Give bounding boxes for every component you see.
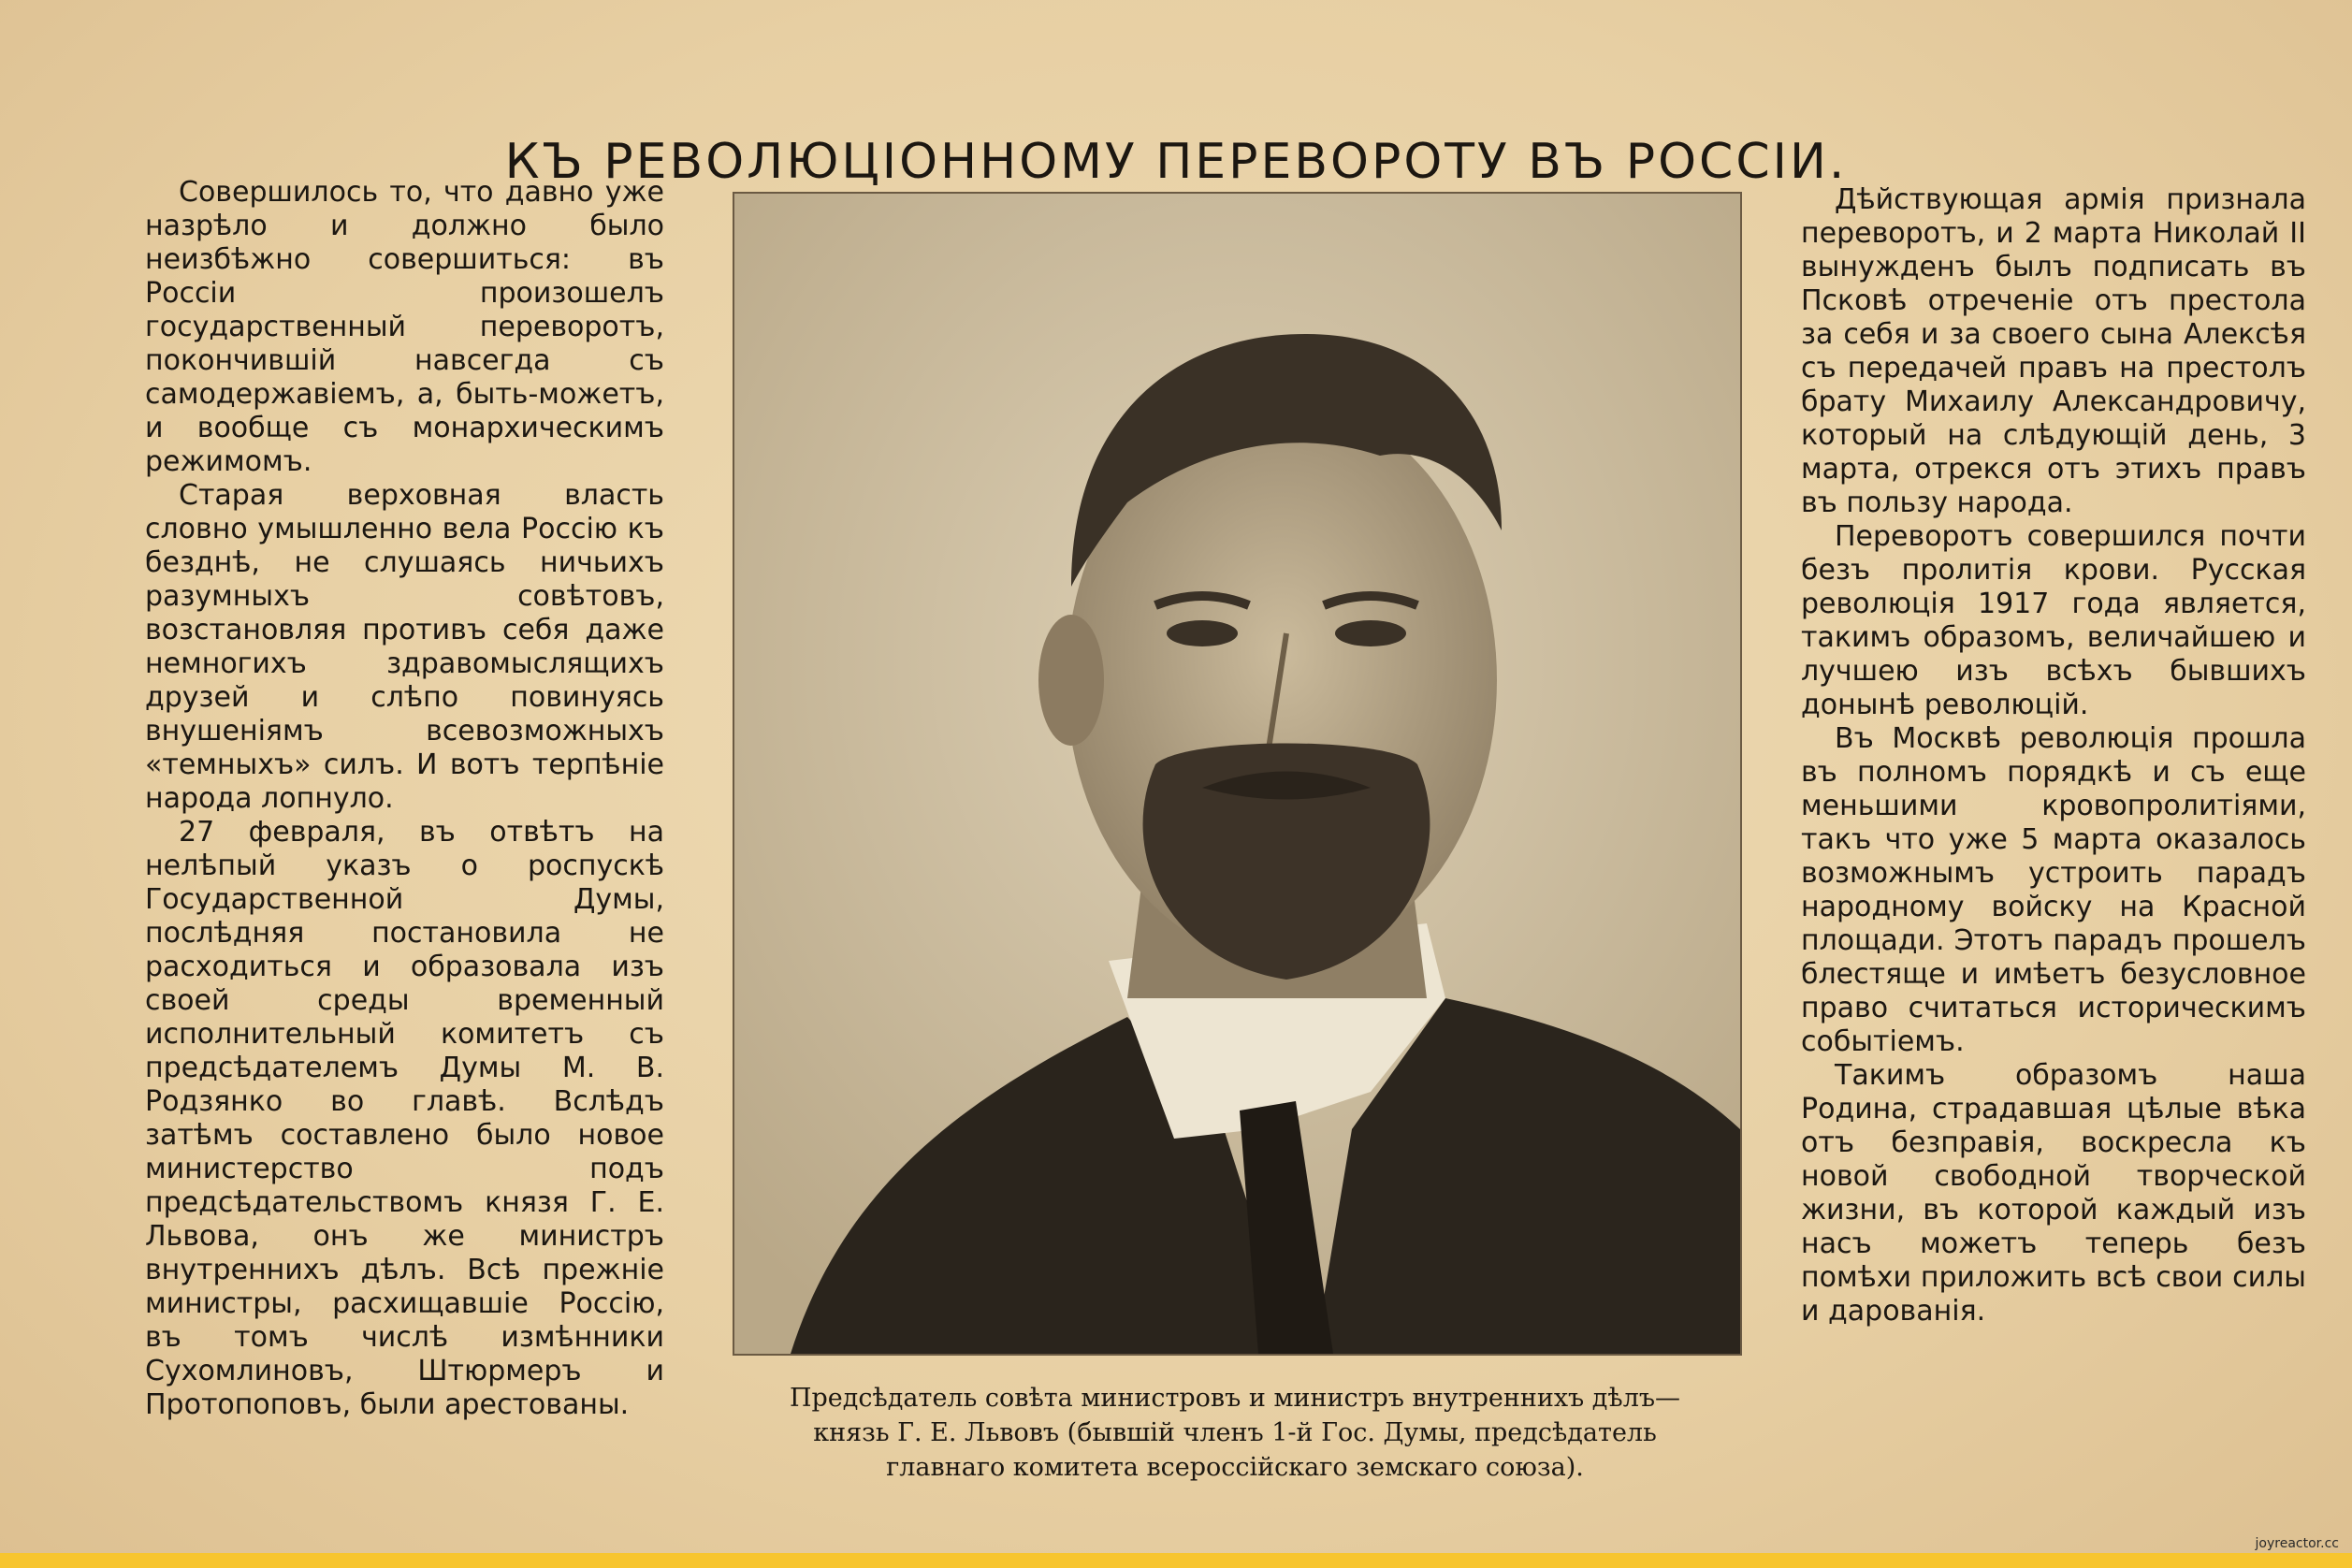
left-paragraph-2: Старая верховная власть словно умышленно вела Россію къ безднѣ, не слушаясь ничьихъ разумныхъ совѣтовъ, возстановляя противъ себя даже немногихъ здравомыслящихъ друзей и слѣпо повинуясь внушеніямъ всевозможныхъ «темныхъ» силъ. И вотъ терпѣніе народа лопнуло. [145, 479, 664, 815]
portrait-photo [733, 192, 1742, 1356]
portrait-illustration [734, 194, 1740, 1354]
caption-line-1: Предсѣдатель совѣта министровъ и министръ внутреннихъ дѣлъ— [789, 1384, 1681, 1413]
right-paragraph-3: Въ Москвѣ революція прошла въ полномъ порядкѣ и съ еще меньшими кровопролитіями, такъ что уже 5 марта оказалось возможнымъ устроить парадъ народному войску на Красной площади. Этотъ парадъ прошелъ блестяще и имѣетъ безусловное право считаться историческимъ событіемъ. [1801, 722, 2306, 1058]
headline: КЪ РЕВОЛЮЦІОННОМУ ПЕРЕВОРОТУ ВЪ РОССІИ. [504, 133, 1848, 190]
right-column [1801, 183, 2306, 1328]
caption-line-3: главнаго комитета всероссійскаго земскаго союза). [886, 1453, 1584, 1482]
caption-line-2: князь Г. Е. Львовъ (бывшій членъ 1-й Гос. Думы, предсѣдатель [813, 1418, 1657, 1447]
bottom-bar [0, 1553, 2352, 1568]
right-paragraph-1: Дѣйствующая армія признала переворотъ, и 2 марта Николай II вынужденъ былъ подписать въ Псковѣ отреченіе отъ престола за себя и за своего сына Алексѣя съ передачей правъ на престолъ брату Михаилу Александровичу, который на слѣдующій день, 3 марта, отрекся отъ этихъ правъ въ пользу народа. [1801, 183, 2306, 519]
photo-caption [711, 1381, 1759, 1485]
right-paragraph-4: Такимъ образомъ наша Родина, страдавшая цѣлые вѣка отъ безправія, воскресла къ новой свободной творческой жизни, въ которой каждый изъ насъ можетъ теперь безъ помѣхи приложить всѣ свои силы и дарованія. [1801, 1059, 2306, 1328]
watermark: joyreactor.cc [2255, 1536, 2339, 1551]
left-paragraph-1: Совершилось то, что давно уже назрѣло и должно было неизбѣжно совершиться: въ Россіи произошелъ государственный переворотъ, покончившій навсегда съ самодержавіемъ, а, быть-можетъ, и вообще съ монархическимъ режимомъ. [145, 176, 664, 478]
right-paragraph-2: Переворотъ совершился почти безъ пролитія крови. Русская революція 1917 года является, такимъ образомъ, величайшею и лучшею изъ всѣхъ бывшихъ донынѣ революцій. [1801, 520, 2306, 721]
left-column [145, 176, 664, 1422]
left-paragraph-3: 27 февраля, въ отвѣтъ на нелѣпый указъ о роспускѣ Государственной Думы, послѣдняя постановила не расходиться и образовала изъ своей среды временный исполнительный комитетъ съ предсѣдателемъ Думы М. В. Родзянко во главѣ. Вслѣдъ затѣмъ составлено было новое министерство подъ предсѣдательствомъ князя Г. Е. Львова, онъ же министръ внутреннихъ дѣлъ. Всѣ прежніе министры, расхищавшіе Россію, въ томъ числѣ измѣнники Сухомлиновъ, Штюрмеръ и Протопоповъ, были арестованы. [145, 816, 664, 1421]
